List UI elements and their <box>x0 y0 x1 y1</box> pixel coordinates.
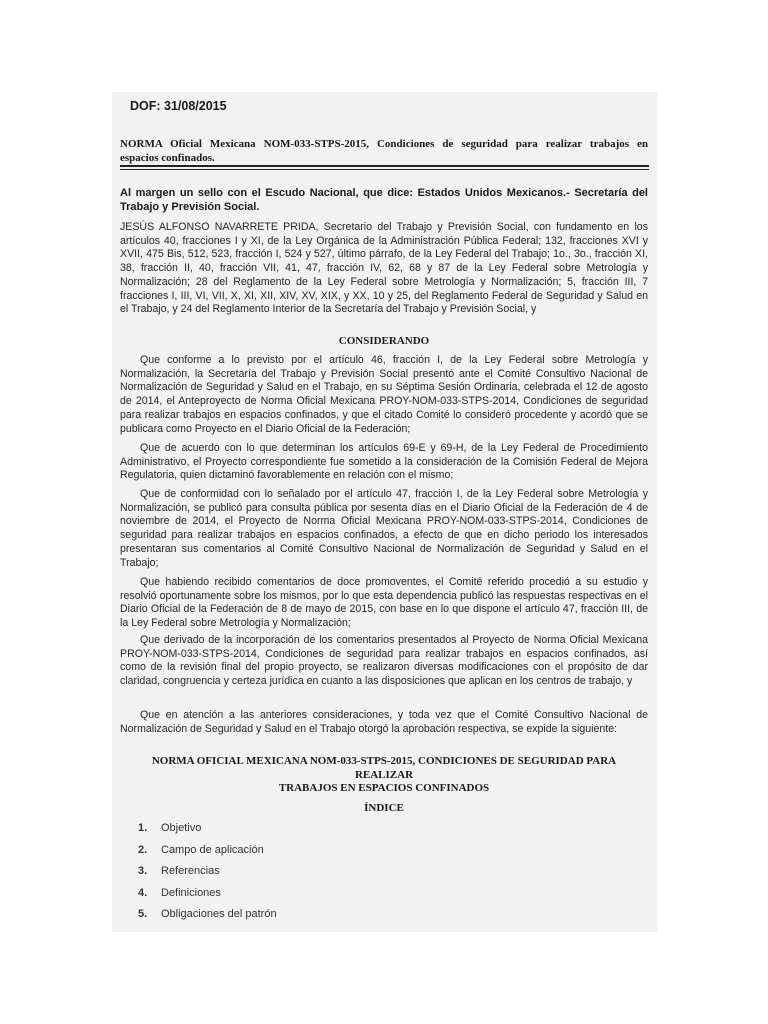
norma-heading-line1: NORMA OFICIAL MEXICANA NOM-033-STPS-2015, CONDICIONES DE SEGURIDAD PARA <box>151 755 617 767</box>
considerando-paragraph: Que de conformidad con lo señalado por el artículo 47, fracción I, de la Ley Federal sobre Metrología y Normalización, se publicó para consulta pública por sesenta días en el Diario Oficial de la Federación de 4 de noviembre de 2014, el Proyecto de Norma Oficial Mexicana PROY-NOM-033-STPS-2014, Condiciones de seguridad para realizar trabajos en espacios confinados, a efecto de que en dicho periodo los interesados presentaran sus comentarios al Comité Consultivo Nacional de Normalización de Seguridad y Salud en el Trabajo; <box>120 488 648 569</box>
considerando-paragraph: Que habiendo recibido comentarios de doce promoventes, el Comité referido procedió a su estudio y resolvió oportunamente sobre los mismos, por lo que esta dependencia publicó las respuestas respectivas en el Diario Oficial de la Federación de 8 de mayo de 2015, con base en lo que dispone el artículo 47, fracción III, de la Ley Federal sobre Metrología y Normalización; <box>120 576 648 630</box>
index-item-label: Obligaciones del patrón <box>161 908 277 920</box>
norma-title-line2: espacios confinados. <box>120 152 215 164</box>
norma-heading-line2: REALIZAR <box>354 768 414 781</box>
title-divider-top <box>120 165 649 167</box>
norma-title <box>120 137 648 165</box>
index-item-number: 5. <box>138 908 148 920</box>
considerando-paragraph: Que derivado de la incorporación de los comentarios presentados al Proyecto de Norma Oficial Mexicana PROY-NOM-033-STPS-2014, Condiciones de seguridad para realizar trabajos en espacios confinados, así como de la revisión final del propio proyecto, se realizaron diversas modificaciones con el propósito de dar claridad, congruencia y certeza jurídica en cuanto a las disposiciones que aplican en los centros de trabajo, y <box>120 634 648 688</box>
intro-paragraph: JESÚS ALFONSO NAVARRETE PRIDA, Secretario del Trabajo y Previsión Social, con fundamento en los artículos 40, fracciones I y XI, de la Ley Orgánica de la Administración Pública Federal; 132, fracciones XVI y XVII, 475 Bis, 512, 523, fracción I, 524 y 527, último párrafo, de la Ley Federal del Trabajo; 1o., 3o., fracción XI, 38, fracción II, 40, fracción VII, 41, 47, fracción IV, 62, 68 y 87 de la Ley Federal sobre Metrología y Normalización; 28 del Reglamento de la Ley Federal sobre Metrología y Normalización; 5, fracción III, 7 fracciones I, III, VI, VII, X, XI, XII, XIV, XV, XIX, y XX, 10 y 25, del Reglamento Federal de Seguridad y Salud en el Trabajo, y 24 del Reglamento Interior de la Secretaría del Trabajo y Previsión Social, y <box>120 221 648 316</box>
dof-date: DOF: 31/08/2015 <box>130 99 227 113</box>
index-item-number: 1. <box>138 822 148 834</box>
index-item-number: 4. <box>138 886 148 899</box>
norma-heading <box>120 755 648 796</box>
considerando-heading: CONSIDERANDO <box>338 335 430 347</box>
index-item-label: Objetivo <box>161 822 202 834</box>
indice-heading: ÍNDICE <box>364 802 404 814</box>
index-list <box>138 822 277 930</box>
index-item[interactable] <box>138 887 277 909</box>
index-item-label: Definiciones <box>161 886 221 899</box>
index-item-number: 3. <box>138 865 148 877</box>
norma-title-line1: NORMA Oficial Mexicana NOM-033-STPS-2015, Condiciones de seguridad para realizar trabajos en <box>120 138 648 150</box>
title-divider-bottom <box>120 169 649 170</box>
index-item[interactable] <box>138 822 277 844</box>
index-item-label: Campo de aplicación <box>161 843 264 856</box>
norma-heading-line3: TRABAJOS EN ESPACIOS CONFINADOS <box>278 782 490 794</box>
index-item-number: 2. <box>138 843 148 856</box>
index-item-label: Referencias <box>161 865 220 877</box>
considerando-paragraph: Que conforme a lo previsto por el artículo 46, fracción I, de la Ley Federal sobre Metrología y Normalización, la Secretaría del Trabajo y Previsión Social presentó ante el Comité Consultivo Nacional de Normalización de Seguridad y Salud en el Trabajo, en su Séptima Sesión Ordinaria, celebrada el 12 de agosto de 2014, el Anteproyecto de Norma Oficial Mexicana PROY-NOM-033-STPS-2014, Condiciones de seguridad para realizar trabajos en espacios confinados, y que el citado Comité lo consideró procedente y acordó que se publicara como Proyecto en el Diario Oficial de la Federación; <box>120 354 648 435</box>
considerando-paragraph: Que de acuerdo con lo que determinan los artículos 69-E y 69-H, de la Ley Federal de Procedimiento Administrativo, el Proyecto correspondiente fue sometido a la consideración de la Comisión Federal de Mejora Regulatoria, quien dictaminó favorablemente en relación con el mismo; <box>120 442 648 482</box>
index-item[interactable] <box>138 865 277 887</box>
considerando-paragraph: Que en atención a las anteriores consideraciones, y toda vez que el Comité Consultivo Nacional de Normalización de Seguridad y Salud en el Trabajo otorgó la aprobación respectiva, se expide la siguiente: <box>120 709 648 735</box>
margin-note: Al margen un sello con el Escudo Nacional, que dice: Estados Unidos Mexicanos.- Secretaría del Trabajo y Previsión Social. <box>120 187 648 213</box>
index-item[interactable] <box>138 908 277 930</box>
index-item[interactable] <box>138 844 277 866</box>
